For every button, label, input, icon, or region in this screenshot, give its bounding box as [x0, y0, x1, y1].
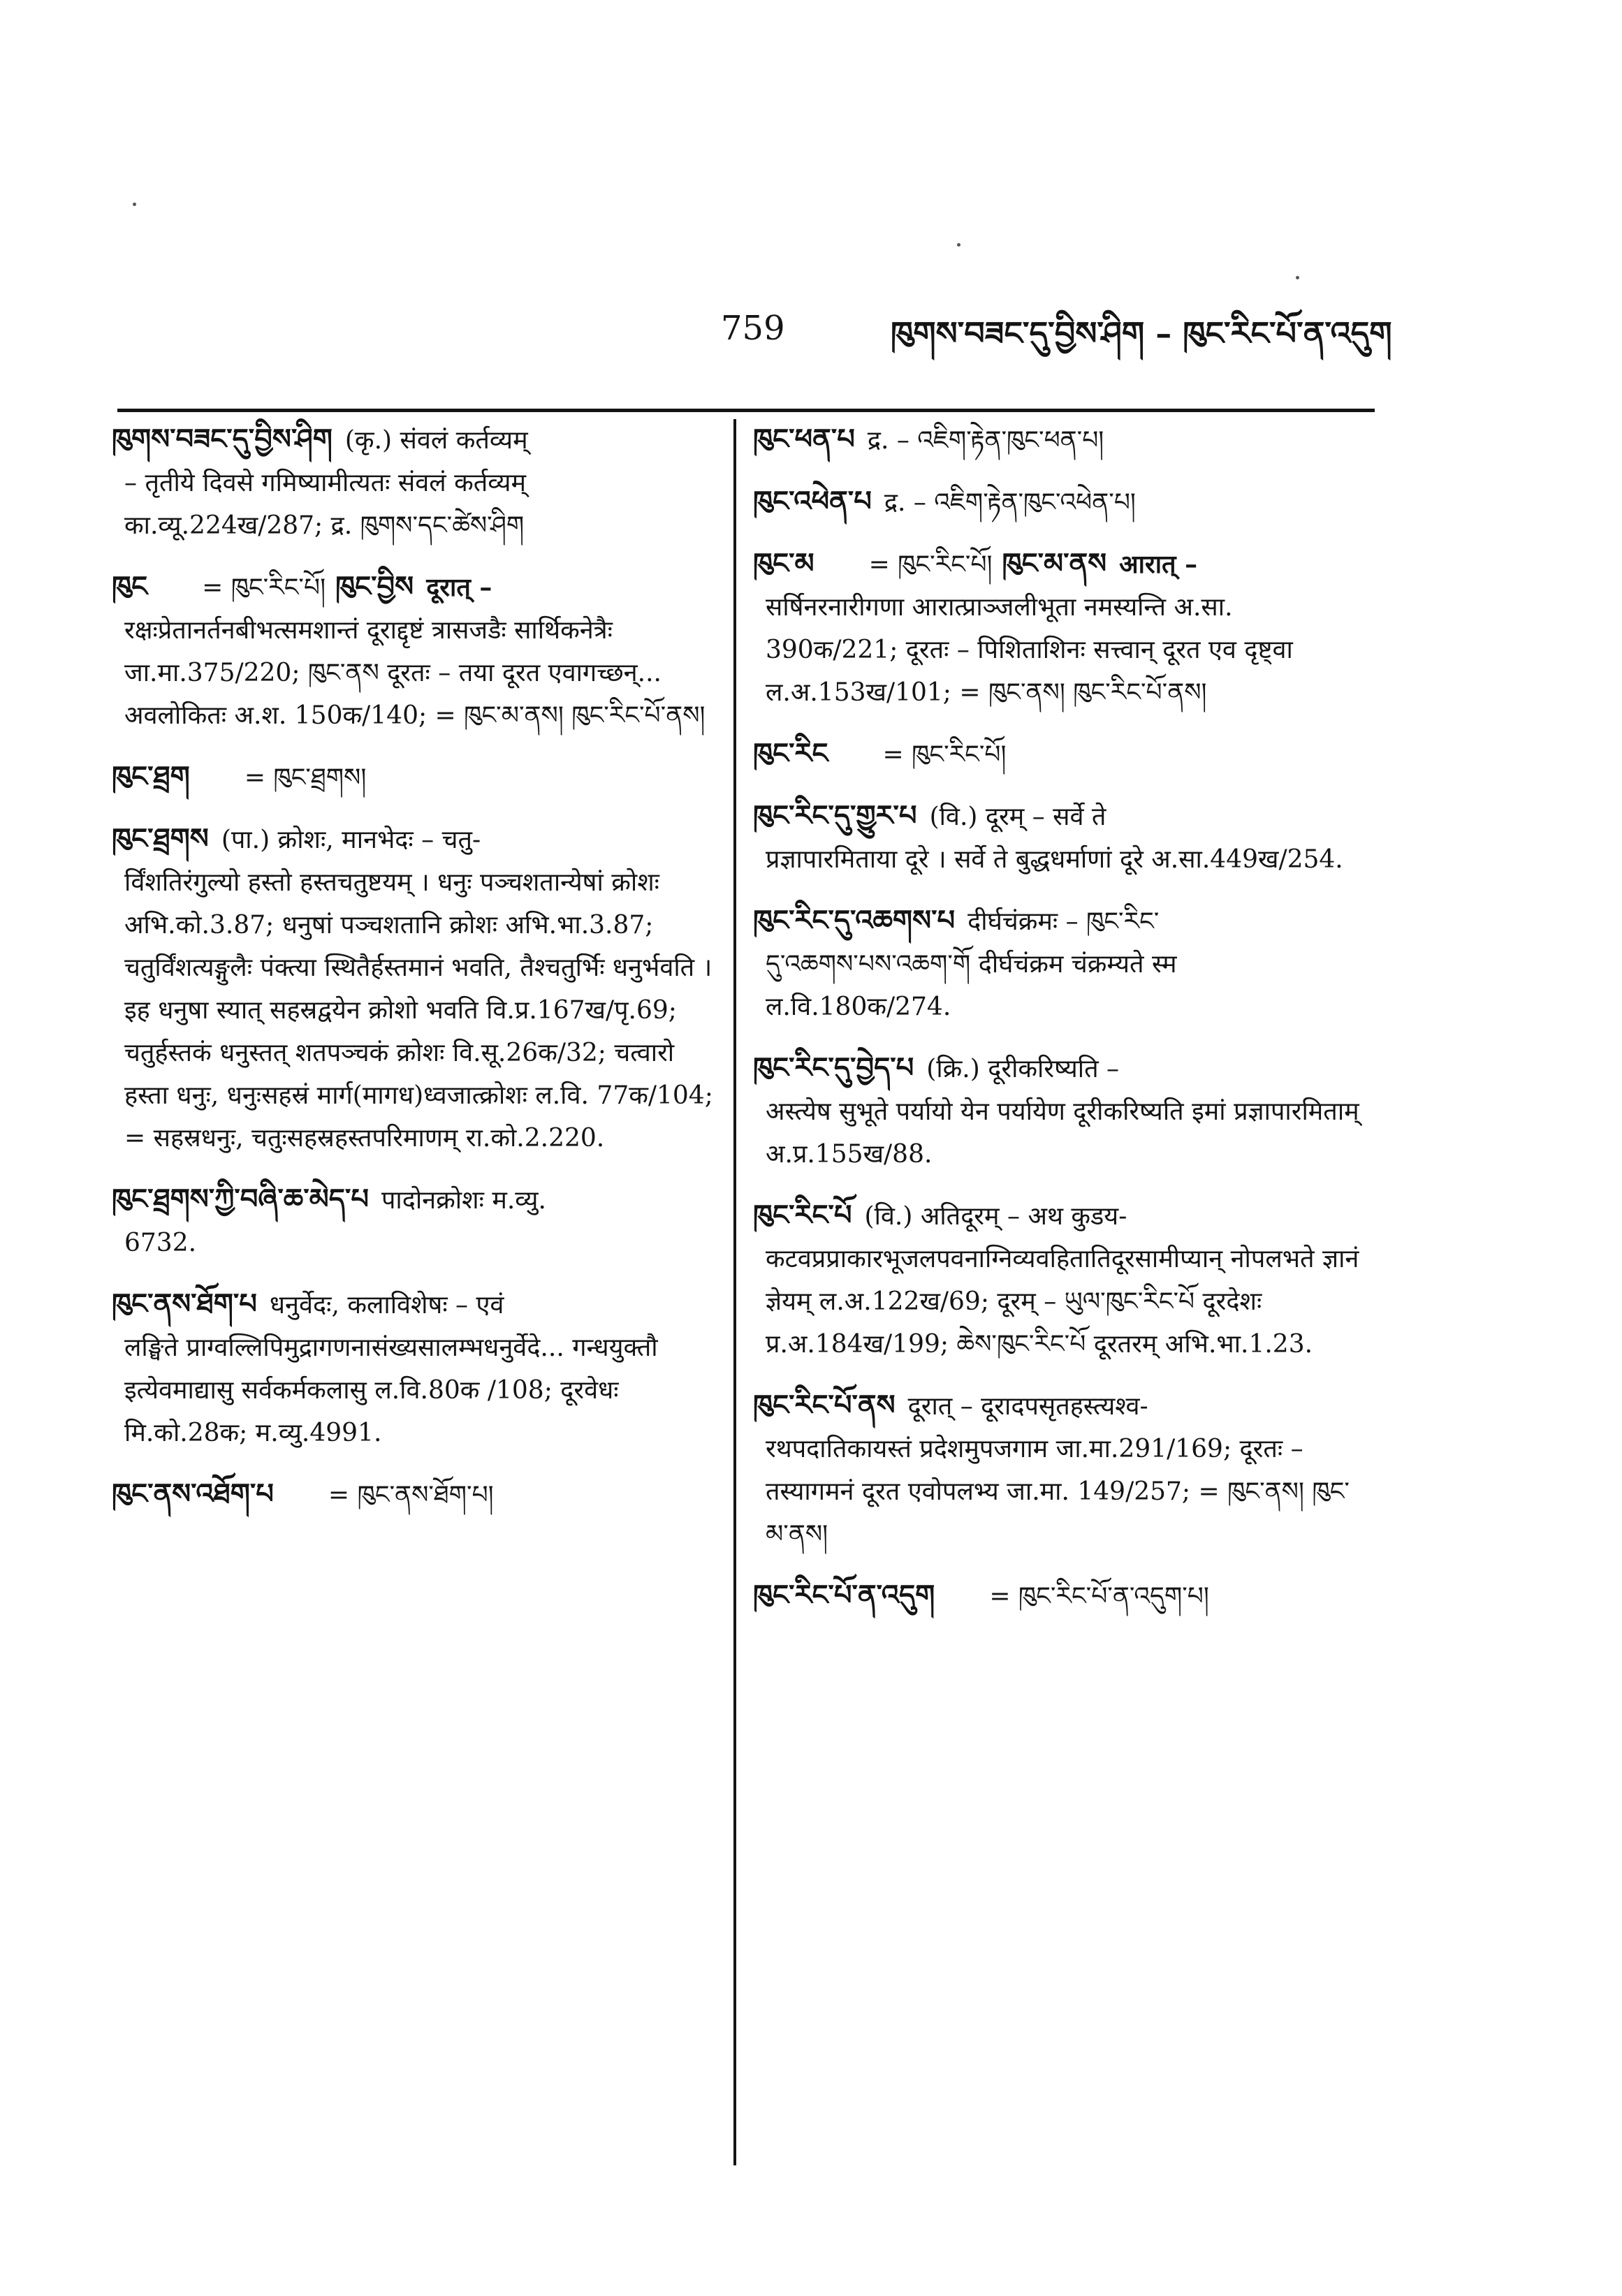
entry-continuation: – तृतीये दिवसे गमिष्यामीत्यतः संवलं कर्तव्यम् का.व्यू.224ख/287; द्र. ཁུགས་དང་ཚེས་ཤིག — [124, 469, 526, 540]
entry-continuation: དུ་འཆགས་པས་འཆག་གོ दीर्घचंक्रम चंक्रम्यते स्म ल.वि.180क/274. — [766, 950, 1177, 1021]
dictionary-entry — [753, 542, 1365, 714]
running-head: ཁུགས་བཟང་དུ་བྱིས་ཤིག – ཁུང་རིང་པོ་ན་འདུག — [891, 314, 1392, 352]
dictionary-entry — [112, 1472, 714, 1516]
entry-headword: ཁུང་རིང་དུ་བྱེད་པ — [753, 1051, 914, 1084]
entry-equivalent: = ཁུང་རིང་པོ། — [202, 573, 326, 602]
page-number: 759 — [721, 309, 785, 348]
entry-continuation: 6732. — [124, 1229, 197, 1257]
entry-gloss: द्र. – འཇིག་རྟེན་ཁུང་ཕན་པ། — [867, 426, 1104, 455]
entry-equivalent: = ཁུང་ཐྲགས། — [244, 763, 367, 792]
dictionary-entry — [112, 418, 714, 547]
entry-headword: ཁུང — [112, 570, 148, 603]
entry-headword: ཁུང་ནས་ཐོག་པ — [112, 1287, 257, 1320]
entry-headword: ཁུང་ཐྲགས — [112, 822, 209, 855]
entry-headword: ཁུང་རིང་པོ་ནས — [753, 1389, 896, 1421]
entry-subheadword: ཁུང་མ་ནས — [1002, 547, 1107, 580]
entry-gloss: (कृ.) संवलं कर्तव्यम् — [344, 426, 528, 455]
speck-mark — [1296, 276, 1299, 279]
dictionary-entry — [112, 817, 714, 1160]
dictionary-entry — [112, 755, 714, 799]
entry-headword: ཁུང་ཕན་པ — [753, 423, 855, 455]
entry-headword: ཁུགས་བཟང་དུ་བྱིས་ཤིག — [112, 423, 333, 455]
entry-gloss: पादोनक्रोशः म.व्यु. — [381, 1186, 546, 1215]
entry-gloss: (क्रि.) दूरीकरिष्यति – — [926, 1055, 1120, 1083]
entry-continuation: रथपदातिकायस्तं प्रदेशमुपजगाम जा.मा.291/169; दूरतः – तस्यागमनं दूरत एवोपलभ्य जा.मा. 149/257; = ཁུང་ནས། ཁུང་མ་ནས། — [766, 1435, 1350, 1549]
entry-equivalent: = ཁུང་ནས་ཐོག་པ། — [328, 1481, 494, 1509]
right-column — [753, 418, 1365, 1636]
entry-subheadword: ཁུང་བྱིས — [335, 570, 414, 603]
entry-gloss: (पा.) क्रोशः, मानभेदः – चतु- — [221, 826, 481, 854]
dictionary-entry — [753, 899, 1365, 1028]
entry-headword: ཁུང་ཐྲགས་ཀྱི་བཞི་ཆ་མེད་པ — [112, 1183, 369, 1215]
entry-continuation: लङ्घिते प्राग्वल्लिपिमुद्रागणनासंख्यसालम्भधनुर्वेदे... गन्धयुक्तौ इत्येवमाद्यासु सर्वकर्मकलासु ल.वि.80क /108; दूरवेधः मि.को.28क; म.व्यु.4991. — [124, 1333, 658, 1447]
dictionary-entry — [753, 732, 1365, 776]
dictionary-entry — [753, 480, 1365, 524]
entry-equivalent: = ཁུང་རིང་པོ་ན་འདུག་པ། — [989, 1582, 1209, 1611]
left-column — [112, 418, 714, 1535]
entry-headword: ཁུང་རིང་དུ་གྱུར་པ — [753, 799, 917, 832]
entry-equivalent: = ཁུང་རིང་པོ། — [882, 740, 1007, 769]
entry-headword: ཁུང་མ — [753, 547, 814, 580]
entry-headword: ཁུང་རིང་པོ་ན་འདུག — [753, 1579, 935, 1611]
entry-gloss: धनुर्वेदः, कलाविशेषः – एवं — [269, 1291, 504, 1319]
speck-mark — [957, 243, 960, 247]
dictionary-entry — [753, 1574, 1365, 1618]
entry-continuation: रक्षःप्रेतानर्तनबीभत्समशान्तं दूराद्दृष्टं त्रासजडैः सार्थिकनेत्रैः जा.मा.375/220; ཁུང་ནས दूरतः – तया दूरत एवागच्छन्... अवलोकितः अ.श. 150क/140; = ཁུང་མ་ནས། ཁུང་རིང་པོ་ནས། — [124, 616, 706, 730]
entry-headword: ཁུང་རིང་དུ་འཆགས་པ — [753, 904, 956, 937]
dictionary-entry — [753, 418, 1365, 462]
entry-gloss: (वि.) दूरम् – सर्वे ते — [929, 803, 1106, 831]
entry-headword: ཁུང་རིང་པོ — [753, 1199, 852, 1231]
entry-gloss: दूरात् – दूरादपसृतहस्त्यश्व- — [907, 1392, 1148, 1421]
entry-gloss: (वि.) अतिदूरम् – अथ कुडय- — [864, 1202, 1127, 1231]
entry-headword: ཁུང་ནས་འཐོག་པ — [112, 1477, 274, 1510]
dictionary-entry — [753, 1046, 1365, 1176]
dictionary-entry — [112, 565, 714, 737]
dictionary-entry — [753, 1194, 1365, 1366]
entry-headword: ཁུང་འཕེན་པ — [753, 485, 872, 518]
speck-mark — [133, 203, 136, 206]
column-divider — [733, 419, 736, 2165]
entry-continuation: सर्षिनरनारीगणा आरात्प्राञ्जलीभूता नमस्यन्ति अ.सा. 390क/221; दूरतः – पिशिताशिनः सत्त्वान् दूरत एव दृष्ट्वा ल.अ.153ख/101; = ཁུང་ནས། ཁུང་རིང་པོ་ནས། — [766, 593, 1293, 707]
entry-continuation: कटवप्रप्राकारभूजलपवनाग्निव्यवहितातिदूरसामीप्यान् नोपलभते ज्ञानं ज्ञेयम् ल.अ.122ख/69; दूरम् – ཡུལ་ཁུང་རིང་པོ दूरदेशः प्र.अ.184ख/199; ཆེས་ཁུང་རིང་པོ दूरतरम् अभि.भा.1.23. — [766, 1245, 1359, 1359]
entry-gloss: द्र. – འཇིག་རྟེན་ཁུང་འཕེན་པ། — [884, 488, 1136, 517]
entry-headword: ཁུང་རིང — [753, 737, 828, 770]
entry-continuation: अस्त्येष सुभूते पर्यायो येन पर्यायेण दूरीकरिष्यति इमां प्रज्ञापारमिताम् अ.प्र.155ख/88. — [766, 1097, 1359, 1169]
dictionary-entry — [112, 1282, 714, 1454]
entry-continuation: र्विंशतिरंगुल्यो हस्तो हस्तचतुष्टयम् । धनुः पञ्चशतान्येषां क्रोशः अभि.को.3.87; धनुषां पञ्चशतानि क्रोशः अभि.भा.3.87; चतुर्विंशत्यङ्गुलैः पंक्त्या स्थितैर्हस्तमानं भवति, तैश्चतुर्भिः धनुर्भवति । इह धनुषा स्यात् सहस्रद्वयेन क्रोशो भवति वि.प्र.167ख/पृ.69; चतुर्हस्तकं धनुस्तत् शतपञ्चकं क्रोशः वि.सू.26क/32; चत्वारो हस्ता धनुः, धनुःसहस्रं मार्ग(मागध)ध्वजात्क्रोशः ल.वि. 77क/104; = सहस्रधनुः, चतुःसहस्रहस्तपरिमाणम् रा.को.2.220. — [124, 868, 713, 1153]
dictionary-entry — [753, 1384, 1365, 1556]
entry-gloss: दीर्घचंक्रमः – ཁུང་རིང་ — [967, 907, 1160, 936]
entry-equivalent: = ཁུང་རིང་པོ། — [868, 550, 993, 579]
header-rule — [117, 409, 1375, 412]
dictionary-entry — [753, 794, 1365, 881]
entry-gloss: आरात् – — [1119, 550, 1198, 579]
entry-gloss: दूरात् – — [426, 573, 492, 602]
entry-headword: ཁུང་ཐྲག — [112, 760, 190, 793]
entry-continuation: प्रज्ञापारमिताया दूरे । सर्वे ते बुद्धधर्माणां दूरे अ.सा.449ख/254. — [766, 845, 1343, 874]
dictionary-entry — [112, 1178, 714, 1264]
